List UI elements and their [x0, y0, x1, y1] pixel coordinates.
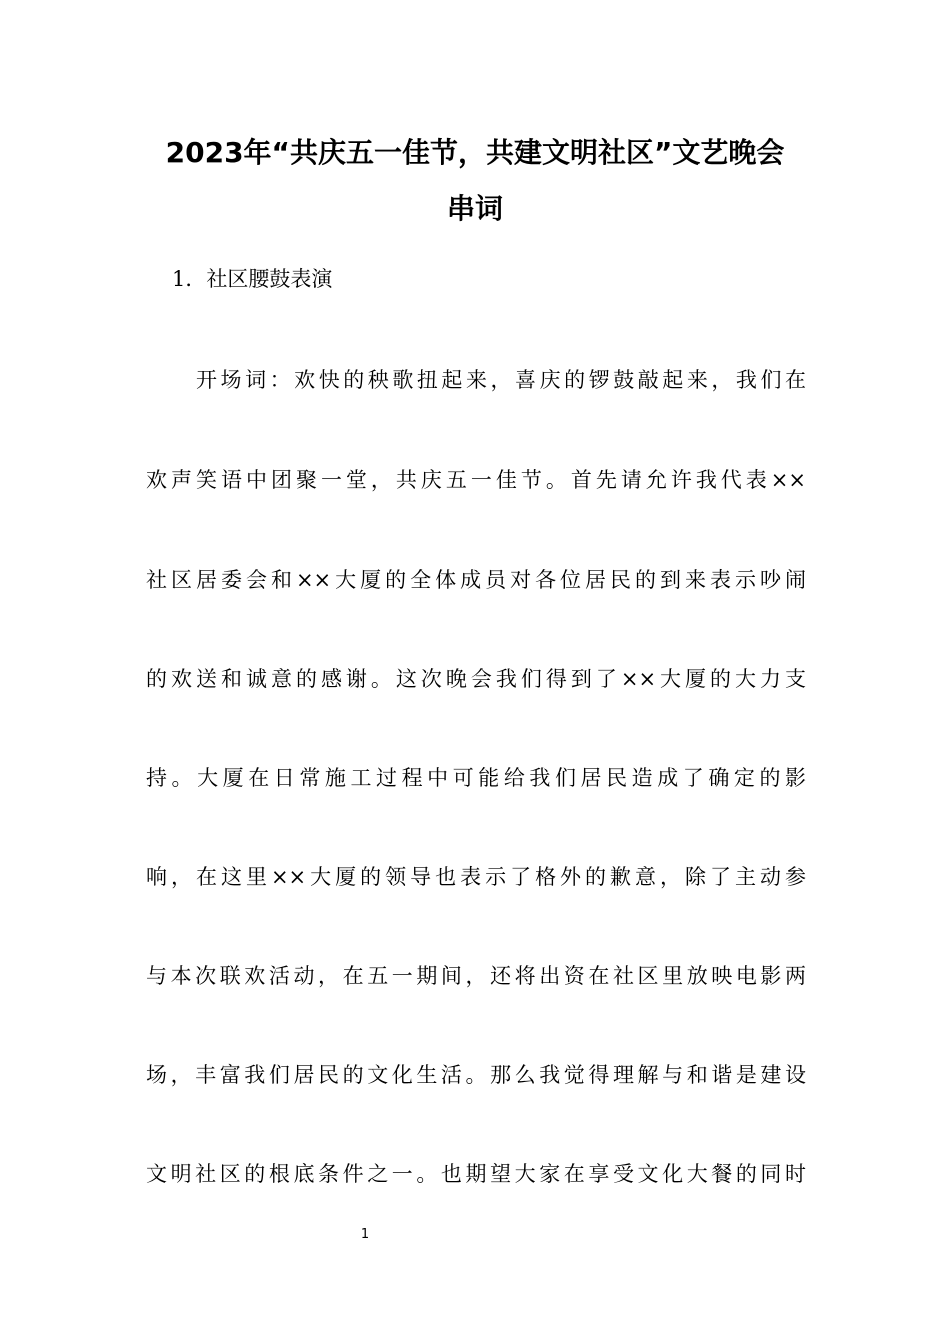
paragraph-line: 的欢送和诚意的感谢。这次晚会我们得到了××大厦的大力支: [146, 667, 806, 691]
document-title-line-2: 串词: [446, 192, 503, 225]
document-title-line-1: 2023年“共庆五一佳节，共建文明社区”文艺晚会: [165, 136, 785, 169]
paragraph-line: 持。大厦在日常施工过程中可能给我们居民造成了确定的影: [146, 766, 806, 790]
section-heading: 1．社区腰鼓表演: [172, 267, 333, 291]
paragraph-line: 社区居委会和××大厦的全体成员对各位居民的到来表示吵闹: [146, 568, 806, 592]
paragraph-line: 欢声笑语中团聚一堂，共庆五一佳节。首先请允许我代表××: [146, 468, 806, 492]
paragraph-line: 开场词：欢快的秧歌扭起来，喜庆的锣鼓敲起来，我们在: [196, 368, 806, 392]
paragraph-line: 响，在这里××大厦的领导也表示了格外的歉意，除了主动参: [146, 865, 806, 889]
paragraph-line: 与本次联欢活动，在五一期间，还将出资在社区里放映电影两: [146, 964, 806, 988]
paragraph-line: 场，丰富我们居民的文化生活。那么我觉得理解与和谐是建设: [146, 1063, 806, 1087]
page-number: 1: [360, 1227, 370, 1242]
paragraph-line: 文明社区的根底条件之一。也期望大家在享受文化大餐的同时: [146, 1162, 806, 1186]
